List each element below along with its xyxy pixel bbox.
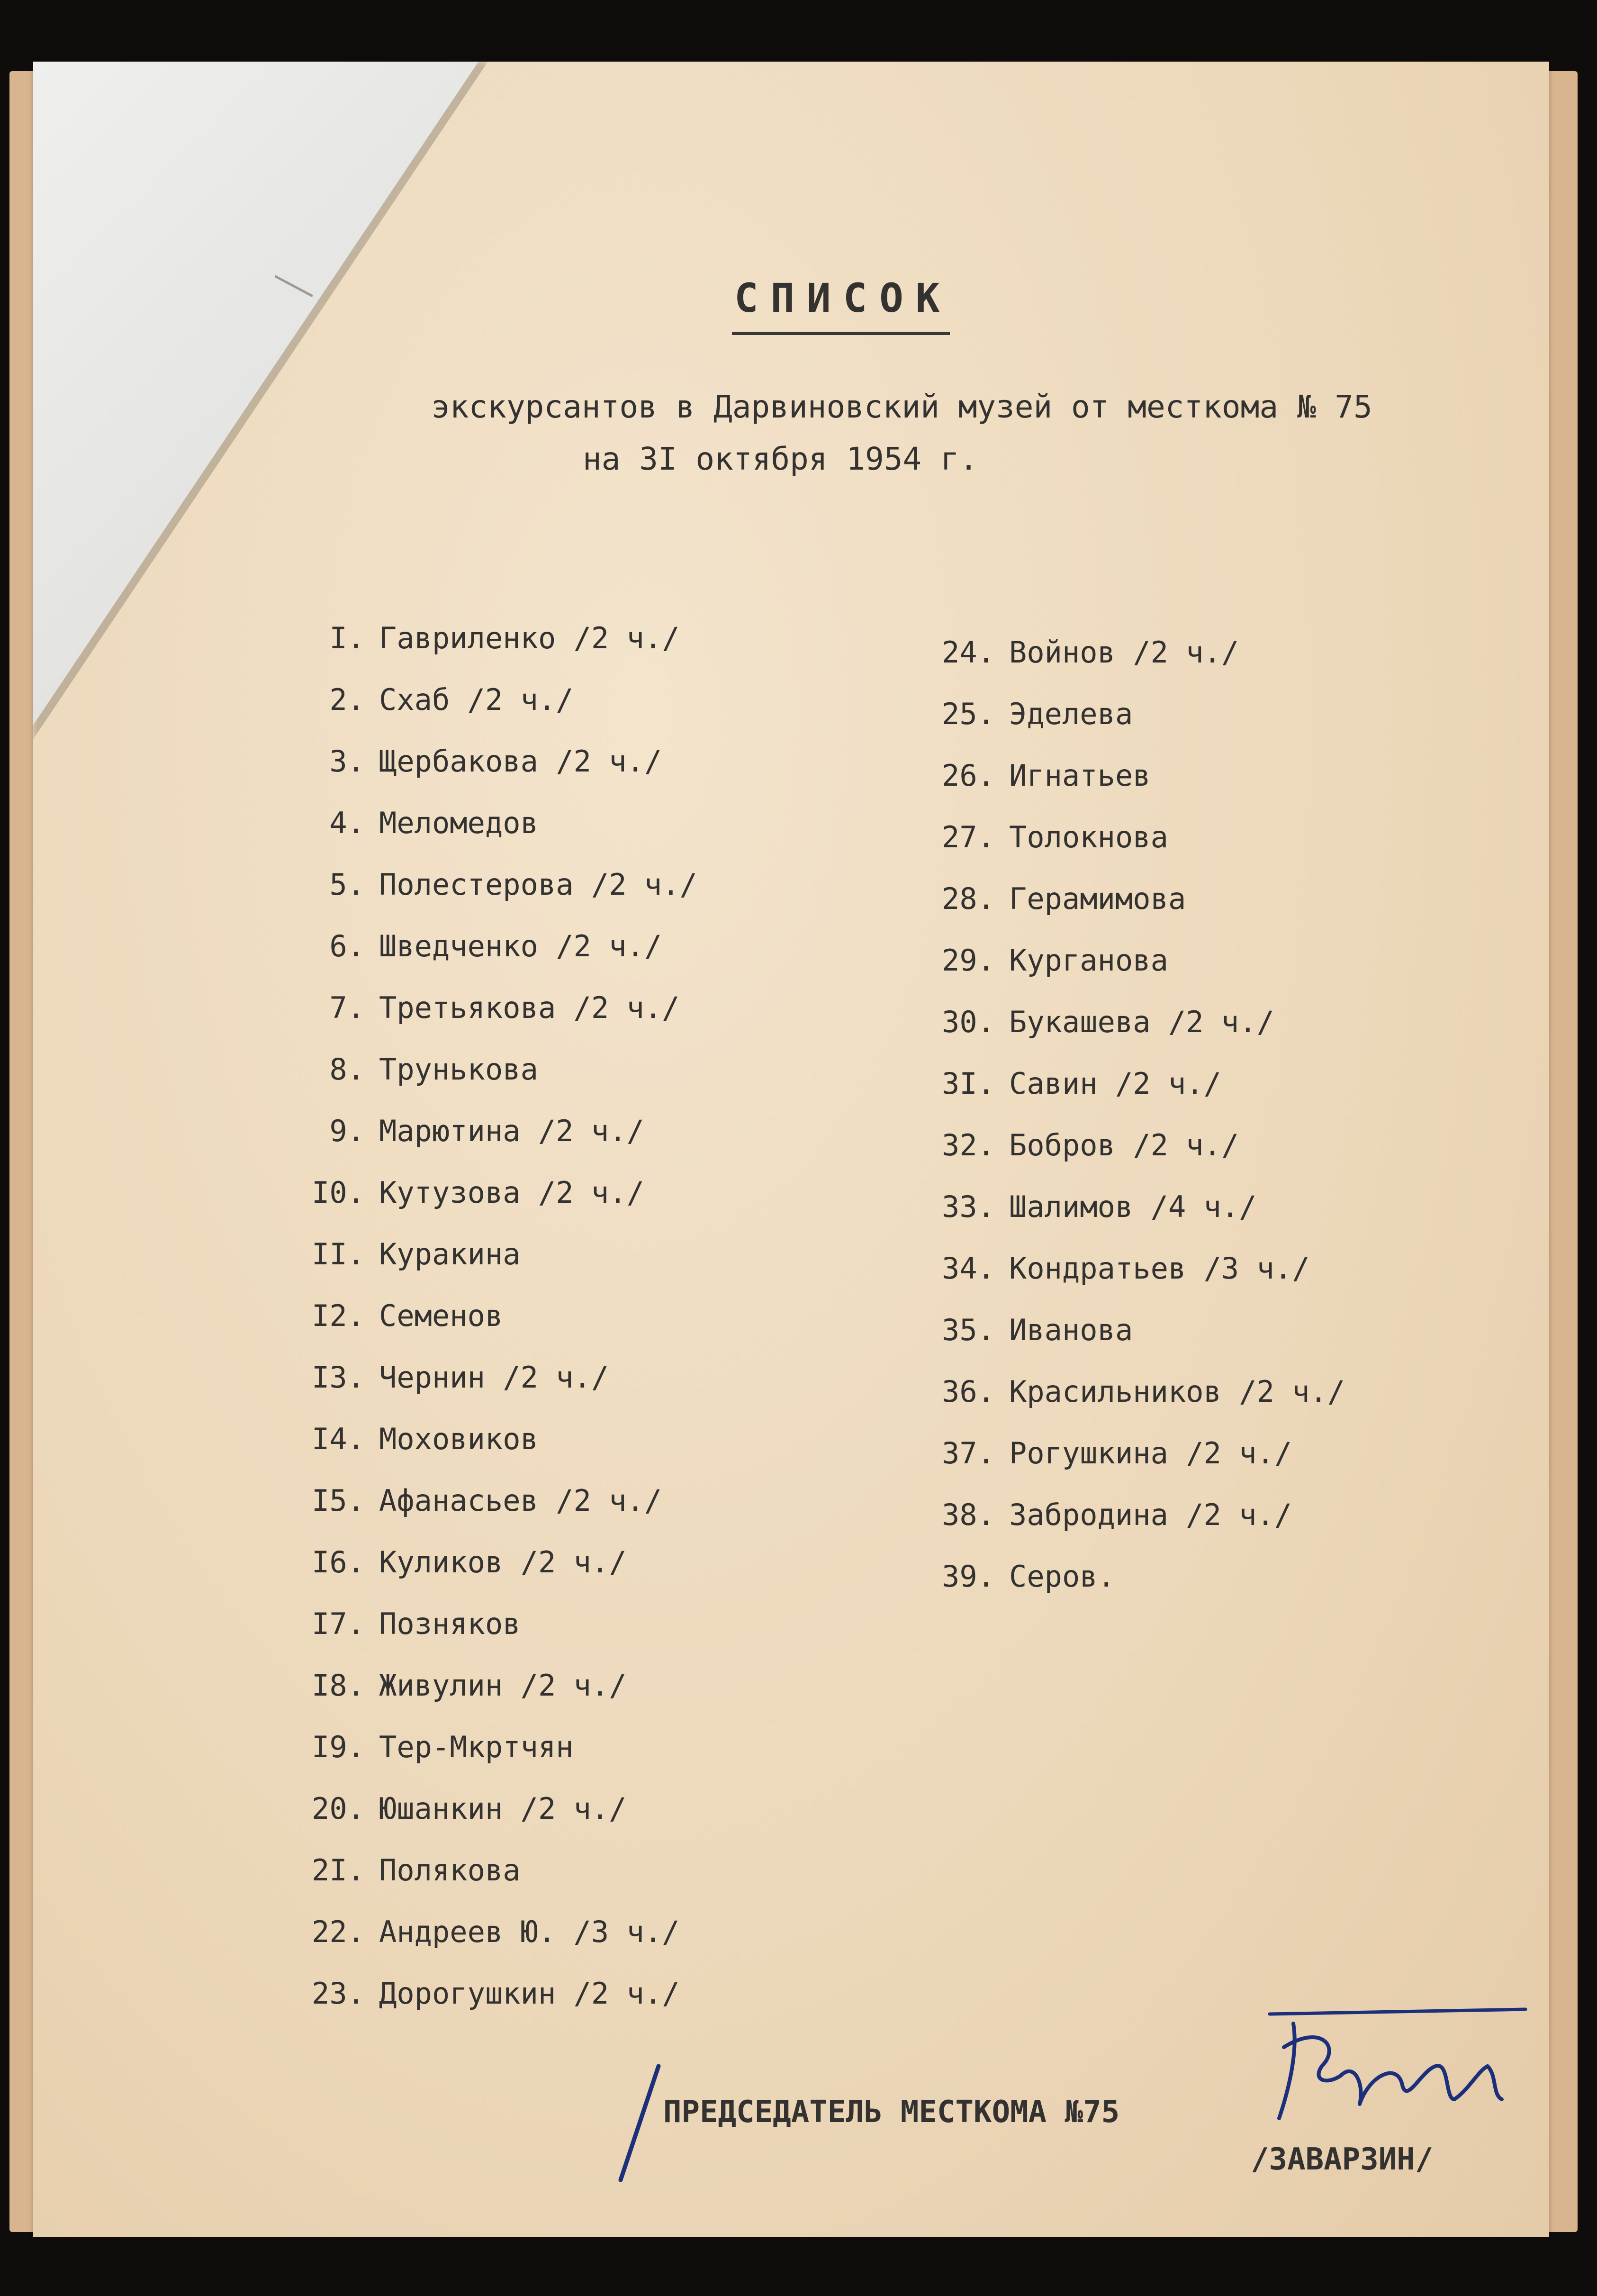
list-item-number: 34. [942,1251,995,1286]
list-item [919,1374,1345,1409]
list-item-name: Гавриленко /2 ч./ [379,621,680,655]
list-item-name: Толокнова [1009,820,1168,854]
list-item-number: 8. [329,1052,365,1087]
list-item-number: I7. [312,1606,365,1641]
list-item-number: I5. [312,1483,365,1518]
list-item-name: Бобров /2 ч./ [1009,1128,1239,1162]
list-item-name: Схаб /2 ч./ [379,682,574,717]
list-item [919,697,1133,731]
list-item-name: Полякова [379,1853,521,1888]
list-item [919,1005,1274,1039]
list-item-number: I. [329,621,365,655]
list-item-name: Забродина /2 ч./ [1009,1497,1292,1532]
list-item-name: Рогушкина /2 ч./ [1009,1436,1292,1470]
list-item [289,1114,644,1148]
list-item-name: Савин /2 ч./ [1009,1066,1221,1101]
list-item-number: I9. [312,1730,365,1764]
list-item [289,1052,538,1087]
list-item [289,990,680,1025]
list-item [919,1189,1257,1224]
list-item-name: Трунькова [379,1052,538,1087]
list-item-number: 20. [312,1791,365,1826]
document-title: СПИСОК [734,275,952,321]
list-item-name: Семенов [379,1298,503,1333]
list-item-name: Шалимов /4 ч./ [1009,1189,1257,1224]
list-item-number: I4. [312,1422,365,1456]
list-item-number: 29. [942,943,995,978]
chairman-name: /ЗАВАРЗИН/ [1251,2142,1434,2177]
document-page [33,62,1549,2237]
list-item [289,1360,609,1395]
list-item-number: 22. [312,1915,365,1949]
list-item-number: 30. [942,1005,995,1039]
list-item-number: I0. [312,1175,365,1210]
list-item-number: 24. [942,635,995,670]
list-item-number: 4. [329,806,365,840]
list-item [919,943,1168,978]
list-item [289,1668,627,1703]
list-item [919,1066,1221,1101]
list-item-name: Эделева [1009,697,1133,731]
list-item-number: 23. [312,1976,365,2011]
list-item [919,820,1168,854]
chairman-label: ПРЕДСЕДАТЕЛЬ МЕСТКОМА №75 [663,2095,1120,2130]
list-item [919,1251,1310,1286]
list-item-number: 33. [942,1189,995,1224]
list-item [289,1853,521,1888]
list-item [289,1730,574,1764]
list-item-name: Шведченко /2 ч./ [379,929,662,963]
list-item [289,682,574,717]
list-item [289,1237,521,1271]
list-item-number: 32. [942,1128,995,1162]
list-item-number: 2I. [312,1853,365,1888]
list-item-number: 35. [942,1313,995,1347]
list-item-name: Третьякова /2 ч./ [379,990,680,1025]
list-item-name: Иванова [1009,1313,1133,1347]
list-item [289,1483,662,1518]
list-item-name: Курганова [1009,943,1168,978]
list-item-number: 6. [329,929,365,963]
list-item-number: 9. [329,1114,365,1148]
document-subtitle-line2: на 3I октября 1954 г. [583,441,978,477]
list-item-name: Куракина [379,1237,521,1271]
list-item [289,806,538,840]
list-item-name: Войнов /2 ч./ [1009,635,1239,670]
list-item [919,635,1239,670]
list-item-number: 27. [942,820,995,854]
list-item [919,758,1151,793]
list-item-name: Серов. [1009,1559,1115,1594]
document-subtitle-line1: экскурсантов в Дарвиновский музей от месткома № 75 [431,389,1372,425]
list-item [919,881,1186,916]
list-item-number: 28. [942,881,995,916]
list-item-number: 5. [329,867,365,902]
list-item-number: 2. [329,682,365,717]
list-item [289,1298,503,1333]
list-item-number: 38. [942,1497,995,1532]
list-item-name: Марютина /2 ч./ [379,1114,644,1148]
list-item-number: 26. [942,758,995,793]
list-item-name: Кутузова /2 ч./ [379,1175,644,1210]
list-item-number: 7. [329,990,365,1025]
list-item-name: Юшанкин /2 ч./ [379,1791,627,1826]
list-item-number: I6. [312,1545,365,1579]
list-item-name: Красильников /2 ч./ [1009,1374,1345,1409]
list-item [289,1606,521,1641]
list-item-name: Букашева /2 ч./ [1009,1005,1274,1039]
list-item [919,1559,1115,1594]
list-item-number: 3I. [942,1066,995,1101]
list-item [289,1175,644,1210]
list-item [289,1545,627,1579]
list-item-number: 37. [942,1436,995,1470]
list-item-number: I8. [312,1668,365,1703]
list-item-name: Куликов /2 ч./ [379,1545,627,1579]
list-item [919,1313,1133,1347]
handwritten-signature [602,2005,1540,2185]
list-item [289,1915,680,1949]
list-item [289,744,662,779]
list-item-number: 36. [942,1374,995,1409]
list-item-name: Дорогушкин /2 ч./ [379,1976,680,2011]
list-item [289,929,662,963]
list-item-number: 3. [329,744,365,779]
list-item-number: 39. [942,1559,995,1594]
list-item-name: Герамимова [1009,881,1186,916]
list-item [919,1436,1292,1470]
list-item-number: 25. [942,697,995,731]
list-item-name: Кондратьев /3 ч./ [1009,1251,1310,1286]
list-item-number: I3. [312,1360,365,1395]
list-item [289,621,680,655]
list-item [919,1128,1239,1162]
list-item-name: Тер-Мкртчян [379,1730,574,1764]
list-item-name: Андреев Ю. /3 ч./ [379,1915,680,1949]
list-item [289,867,697,902]
list-item-name: Живулин /2 ч./ [379,1668,627,1703]
list-item [289,1791,627,1826]
list-item [289,1422,538,1456]
list-item-name: Афанасьев /2 ч./ [379,1483,662,1518]
title-underline [732,332,950,335]
list-item-name: Игнатьев [1009,758,1151,793]
list-item-name: Полестерова /2 ч./ [379,867,697,902]
list-item-name: Щербакова /2 ч./ [379,744,662,779]
list-item-name: Чернин /2 ч./ [379,1360,609,1395]
list-item-number: II. [312,1237,365,1271]
list-item-name: Моховиков [379,1422,538,1456]
list-item-name: Меломедов [379,806,538,840]
list-item-name: Позняков [379,1606,521,1641]
list-item [919,1497,1292,1532]
list-item-number: I2. [312,1298,365,1333]
